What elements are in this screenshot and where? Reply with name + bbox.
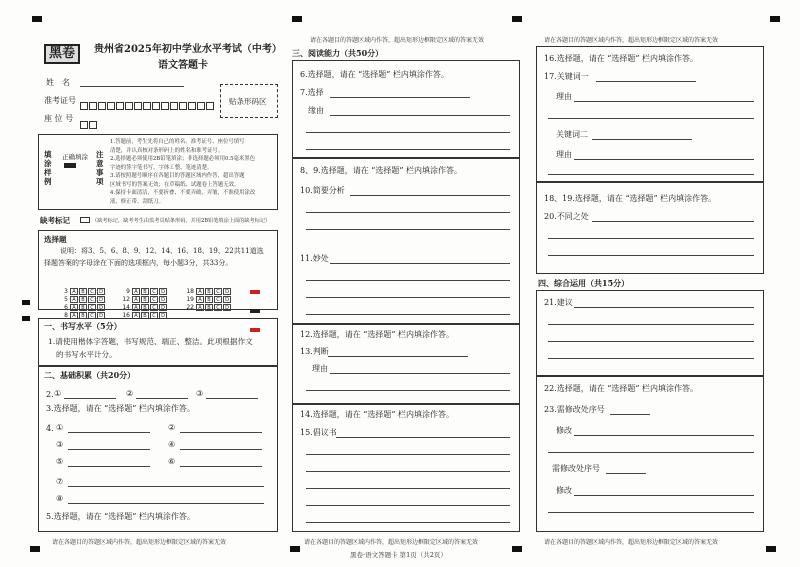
q2-item-3: ③ <box>196 389 204 398</box>
choice-group-1 <box>56 278 106 319</box>
choice-bubble[interactable]: C <box>150 288 158 295</box>
q10-line[interactable] <box>306 212 510 213</box>
q23-no-2[interactable] <box>606 473 646 474</box>
q4-item-6: ⑥ <box>168 457 176 466</box>
q23-fix1-label: 修改 <box>556 426 572 435</box>
choice-group-2 <box>118 278 168 319</box>
right-header-note: 请在各题目的答题区域内作答，超出矩形边框限定区域的答案无效 <box>544 37 719 44</box>
q13-line[interactable] <box>306 390 510 391</box>
choice-bubble[interactable]: A <box>70 288 78 295</box>
q20-line[interactable] <box>592 221 754 222</box>
seat-label: 座 位 号 <box>44 114 74 123</box>
q15-line[interactable] <box>306 454 510 455</box>
choice-bubble[interactable]: C <box>88 296 96 303</box>
q4-item-1: ① <box>56 423 64 432</box>
choice-bubble[interactable]: C <box>150 304 158 311</box>
choice-row <box>56 278 106 295</box>
page-footer: 黑卷·语文答题卡 第1页（共2页） <box>350 551 447 559</box>
seat-field[interactable] <box>80 114 98 133</box>
q17-kw1-line[interactable] <box>596 81 696 82</box>
choice-question-number: 9 <box>126 288 130 295</box>
q21-line[interactable] <box>548 324 754 325</box>
q4-answer-1[interactable] <box>68 432 150 433</box>
sheet-subtitle: 语文答题卡 <box>158 60 208 71</box>
choice-bubble[interactable]: D <box>97 304 105 311</box>
choice-bubble[interactable]: B <box>141 296 149 303</box>
choice-row <box>118 286 168 303</box>
registration-mark <box>512 16 522 22</box>
exam-no-field[interactable] <box>80 95 215 114</box>
q11-line[interactable] <box>330 263 510 264</box>
q17-kw2-label: 关键词二 <box>556 130 588 139</box>
fill-example-label: 填涂样例 <box>44 150 52 186</box>
choice-row <box>182 278 232 295</box>
choice-row <box>56 302 106 319</box>
choice-bubble[interactable]: A <box>196 288 204 295</box>
choice-bubble[interactable]: B <box>205 296 213 303</box>
choice-group-3 <box>182 278 232 311</box>
q20-line[interactable] <box>548 238 754 239</box>
registration-mark <box>290 546 300 552</box>
sec4-title: 四、综合运用（共15分） <box>538 278 630 288</box>
q10-label: 10.简要分析 <box>300 186 345 195</box>
q14-text: 14.选择题，请在 “选择题” 栏内填涂作答。 <box>300 410 454 419</box>
q16-17-box <box>536 46 764 182</box>
q5-text: 5.选择题，请在 “选择题” 栏内填涂作答。 <box>46 512 195 521</box>
q20-line[interactable] <box>548 255 754 256</box>
choice-bubble[interactable]: B <box>79 296 87 303</box>
choice-bubble[interactable]: A <box>132 296 140 303</box>
registration-mark <box>22 300 30 305</box>
q23-label: 23.需修改处序号 <box>544 405 605 414</box>
choice-bubble[interactable]: D <box>97 288 105 295</box>
choice-bubble[interactable]: A <box>70 296 78 303</box>
q7-reason-label: 缘由 <box>308 106 324 115</box>
notice-list: 1.答题前，考生先将自己的姓名、准考证号、座位号填写 清楚，并认真核对条形码上的姓名和准考证号。 2.选择题必须使用2B铅笔填涂；非选择题必须用0.5毫米黑色 字迹的签字笔书写，字体工整、笔迹清楚。 3.请按照题号顺序在各题目的答题区域内作答，超出答题 区域书写的答案无效；在草稿纸、试题卷上答题无效。 4.保持卡面清洁，不要折叠、不要弄破、弄皱，不准使用涂改 液、修正带、刮纸刀。 <box>110 139 256 205</box>
choice-bubble[interactable]: C <box>150 312 158 319</box>
q13-answer[interactable] <box>328 356 468 357</box>
q4-answer-7[interactable] <box>68 486 264 487</box>
q11-label: 11.妙处 <box>300 254 329 263</box>
q4-item-3: ③ <box>56 440 64 449</box>
q4-label: 4. <box>46 424 54 433</box>
choice-bubble[interactable]: A <box>70 312 78 319</box>
q2-item-2: ② <box>126 389 134 398</box>
choice-bubble[interactable]: C <box>214 296 222 303</box>
choice-bubble[interactable]: B <box>205 304 213 311</box>
choice-row <box>118 302 168 319</box>
q23-fix1-line[interactable] <box>574 435 754 436</box>
q23-line[interactable] <box>548 512 754 513</box>
choice-question-number: 5 <box>64 296 68 303</box>
q4-item-2: ② <box>168 423 176 432</box>
choice-bubble[interactable]: A <box>132 288 140 295</box>
choice-desc-1: 说明：将3、5、6、8、9、12、14、16、18、19、22共11道选 <box>60 247 264 255</box>
middle-header-note: 请在各题目的答题区域内作答，超出矩形边框限定区域的答案无效 <box>310 37 485 44</box>
choice-bubble[interactable]: C <box>214 288 222 295</box>
choice-bubble[interactable]: B <box>141 288 149 295</box>
choice-bubble[interactable]: D <box>159 304 167 311</box>
name-label: 姓 名 <box>46 78 70 87</box>
q7-label: 7.选择 <box>300 88 324 97</box>
sec1-text-1: 1.请使用楷体字答题，书写规范、端正、整洁。此项根据作文 <box>48 337 253 346</box>
q7-line[interactable] <box>306 149 510 150</box>
q4-item-7: ⑦ <box>56 477 64 486</box>
q13-label: 13.判断 <box>300 347 329 356</box>
q10-line[interactable] <box>306 229 510 230</box>
choice-question-number: 12 <box>122 296 130 303</box>
q22-text: 22.选择题，请在 “选择题” 栏内填涂作答。 <box>544 384 698 393</box>
choice-question-number: 8 <box>64 312 68 319</box>
registration-mark <box>770 16 780 22</box>
choice-bubble[interactable]: A <box>70 304 78 311</box>
middle-footer: 请在各题目的答题区域内作答，超出矩形边框限定区域的答案无效 <box>304 539 479 546</box>
choice-question-number: 16 <box>122 312 130 319</box>
choice-bubble[interactable]: D <box>223 304 231 311</box>
q4-answer-8[interactable] <box>68 503 264 504</box>
absent-label: 缺考标记 <box>40 216 70 225</box>
q13-reason-line[interactable] <box>330 373 510 374</box>
q4-item-8: ⑧ <box>56 494 64 503</box>
q13-reason-label: 理由 <box>312 364 328 373</box>
q6-text: 6.选择题，请在 “选择题” 栏内填涂作答。 <box>300 70 449 79</box>
choice-desc-2: 择题答案的字母涂在下面的选项框内，每小题3分，共33分。 <box>44 259 233 267</box>
q15-line[interactable] <box>306 488 510 489</box>
choice-bubble[interactable]: B <box>79 304 87 311</box>
q15-label: 15.倡议书 <box>300 428 337 437</box>
q21-line[interactable] <box>548 358 754 359</box>
choice-bubble[interactable]: C <box>88 312 96 319</box>
q23-fix2-label: 修改 <box>556 486 572 495</box>
choice-question-number: 14 <box>122 304 130 311</box>
choice-row <box>118 278 168 295</box>
choice-bubble[interactable]: D <box>97 312 105 319</box>
q8-11-box <box>292 158 520 324</box>
q23-label-2: 需修改处序号 <box>552 464 600 473</box>
barcode-area: 贴条形码区 <box>220 84 278 118</box>
choice-row <box>182 286 232 303</box>
registration-mark <box>292 16 302 22</box>
q17-reason1-label: 理由 <box>556 92 572 101</box>
q17-label: 17.关键词一 <box>544 72 589 81</box>
sec2-title: 二、基础积累（共20分） <box>44 370 136 380</box>
choice-bubble[interactable]: B <box>79 312 87 319</box>
choice-bubble[interactable]: C <box>214 304 222 311</box>
q1819-text: 18、19.选择题，请在 “选择题” 栏内填涂作答。 <box>544 194 717 203</box>
registration-mark <box>512 546 522 552</box>
q20-label: 20.不同之处 <box>544 212 589 221</box>
q4-answer-5[interactable] <box>68 466 150 467</box>
q17-reason2-label: 理由 <box>556 150 572 159</box>
right-footer: 请在各题目的答题区域内作答，超出矩形边框限定区域的答案无效 <box>544 539 719 546</box>
choice-bubble[interactable]: A <box>132 312 140 319</box>
q22-23-box <box>536 376 764 532</box>
choice-question-number: 18 <box>186 288 194 295</box>
choice-bubble[interactable]: D <box>223 296 231 303</box>
q89-text: 8、9.选择题，请在 “选择题” 栏内填涂作答。 <box>300 166 462 175</box>
choice-bubble[interactable]: D <box>159 288 167 295</box>
choice-bubble[interactable]: D <box>223 288 231 295</box>
q4-item-4: ④ <box>168 440 176 449</box>
q4-answer-4[interactable] <box>180 449 262 450</box>
q23-no-1[interactable] <box>610 414 650 415</box>
left-footer: 请在各题目的答题区域内作答，超出矩形边框限定区域的答案无效 <box>52 539 227 546</box>
q2-answer-1[interactable] <box>64 398 116 399</box>
choice-row <box>56 286 106 303</box>
choice-bubble[interactable]: A <box>196 296 204 303</box>
q17-reason1-line[interactable] <box>574 101 754 102</box>
q11-line[interactable] <box>306 280 510 281</box>
absent-note: （缺考标记，缺考考生由监考员贴条形码，并用2B铅笔填涂上面的缺考标记） <box>92 218 271 224</box>
choice-bubble[interactable]: B <box>141 312 149 319</box>
name-field[interactable] <box>80 86 184 87</box>
q12-text: 12.选择题，请在 “选择题” 栏内填涂作答。 <box>300 330 454 339</box>
q15-line[interactable] <box>306 522 510 523</box>
q4-answer-3[interactable] <box>68 449 150 450</box>
choice-bubble[interactable]: D <box>159 296 167 303</box>
choice-question-number: 3 <box>64 288 68 295</box>
choice-bubble[interactable]: A <box>196 304 204 311</box>
choice-bubble[interactable]: C <box>88 288 96 295</box>
correct-fill-sample <box>64 163 76 168</box>
choice-question-number: 6 <box>64 304 68 311</box>
choice-row <box>118 294 168 311</box>
q4-answer-6[interactable] <box>180 466 262 467</box>
q7-reason-line[interactable] <box>330 115 510 116</box>
q7-line[interactable] <box>306 132 510 133</box>
q2-answer-3[interactable] <box>206 398 258 399</box>
q10-line[interactable] <box>350 195 510 196</box>
sec3-title: 三、阅读能力（共50分） <box>292 48 384 58</box>
choice-bubble[interactable]: D <box>159 312 167 319</box>
q17-kw2-line[interactable] <box>592 139 692 140</box>
q21-line[interactable] <box>574 307 754 308</box>
q21-line[interactable] <box>548 341 754 342</box>
q7-answer[interactable] <box>330 97 470 98</box>
correct-fill-label: 正确填涂 <box>62 153 88 161</box>
q2-label: 2. <box>46 390 54 399</box>
q16-text: 16.选择题，请在 “选择题” 栏内填涂作答。 <box>544 54 698 63</box>
registration-mark <box>22 316 30 321</box>
q15-line[interactable] <box>306 505 510 506</box>
choice-question-number: 19 <box>186 296 194 303</box>
choice-question-number: 22 <box>186 304 194 311</box>
paper-badge: 黑卷 <box>44 44 80 64</box>
q2-item-1: ① <box>54 389 62 398</box>
notice-label: 注意事项 <box>96 150 104 186</box>
choice-row <box>56 294 106 311</box>
q21-label: 21.建议 <box>544 298 573 307</box>
choice-bubble[interactable]: C <box>150 296 158 303</box>
exam-no-label: 准考证号 <box>44 96 76 105</box>
exam-title: 贵州省2025年初中学业水平考试（中考） <box>94 44 282 55</box>
q3-text: 3.选择题，请在 “选择题” 栏内填涂作答。 <box>46 404 195 413</box>
choice-row <box>182 294 232 311</box>
choice-bubble[interactable]: B <box>79 288 87 295</box>
choice-bubble[interactable]: D <box>97 296 105 303</box>
choice-bubble[interactable]: B <box>141 304 149 311</box>
choice-bubble[interactable]: B <box>205 288 213 295</box>
q11-line[interactable] <box>306 297 510 298</box>
q17-reason2-line[interactable] <box>574 159 754 160</box>
sec1-text-2: 的书写水平计分。 <box>56 350 117 359</box>
registration-mark <box>30 546 40 552</box>
q23-fix2-line[interactable] <box>574 495 754 496</box>
choice-bubble[interactable]: A <box>132 304 140 311</box>
q2-answer-2[interactable] <box>136 398 188 399</box>
q11-line[interactable] <box>306 314 510 315</box>
q17-line[interactable] <box>548 174 754 175</box>
choice-title: 选择题 <box>44 235 67 244</box>
registration-mark <box>766 546 776 552</box>
q15-line[interactable] <box>336 437 510 438</box>
choice-bubble[interactable]: C <box>88 304 96 311</box>
absent-checkbox[interactable] <box>80 217 90 223</box>
sec1-title: 一、书写水平（5分） <box>44 321 122 331</box>
registration-mark <box>32 16 42 22</box>
q14-15-box <box>292 404 520 532</box>
q17-line[interactable] <box>548 118 754 119</box>
q4-item-5: ⑤ <box>56 457 64 466</box>
q4-answer-2[interactable] <box>180 432 262 433</box>
q23-line[interactable] <box>548 452 754 453</box>
q15-line[interactable] <box>306 471 510 472</box>
